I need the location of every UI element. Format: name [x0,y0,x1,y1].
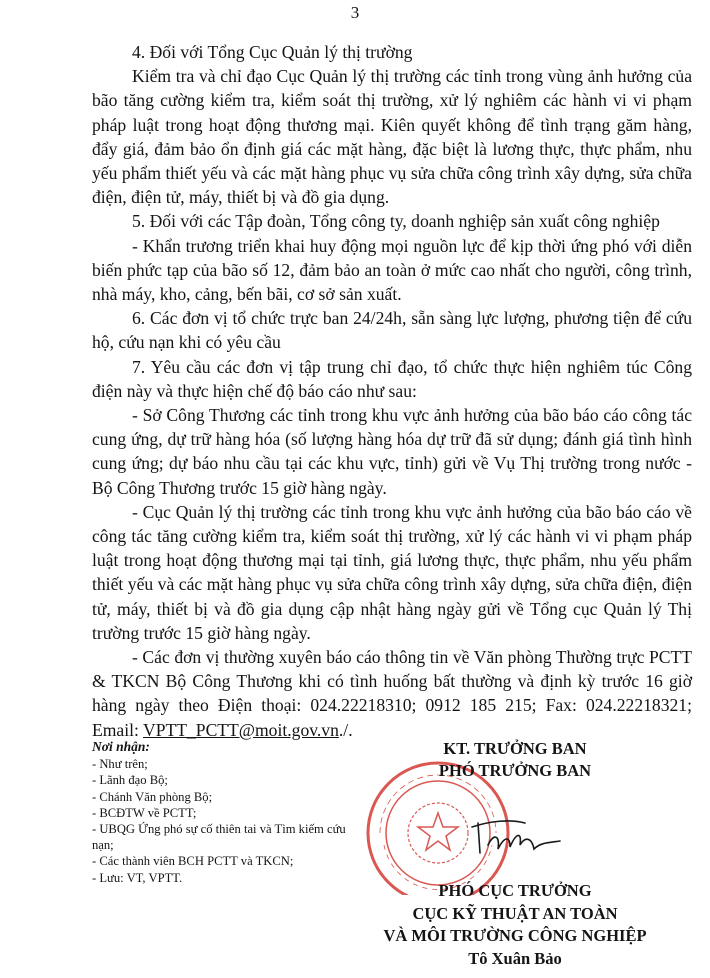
recipient-item: - Như trên; [92,757,148,772]
recipients-list [92,756,347,886]
recipients-title: Nơi nhận: [92,739,150,754]
signer-title-3: VÀ MÔI TRƯỜNG CÔNG NGHIỆP [383,926,647,945]
signature-line-2: PHÓ TRƯỞNG BAN [438,761,592,780]
bullet-3-text: - Các đơn vị thường xuyên báo cáo thông tin về Văn phòng Thường trực PCTT & TKCN Bộ Công Thương khi có tình huống bất thường và định kỳ trước 16 giờ hàng ngày theo Điện thoại: 024.22218310; 0912 185 215; Fax: 024.22218321; Email: [92,647,692,740]
section-5-heading: 5. Đối với các Tập đoàn, Tổng công ty, doanh nghiệp sản xuất công nghiệp [132,211,660,232]
section-4-text: Kiểm tra và chỉ đạo Cục Quản lý thị trường các tỉnh trong vùng ảnh hưởng của bão tăng cường kiểm tra, kiểm soát thị trường, xử lý nghiêm các hành vi vi phạm pháp luật trong hoạt động thương mại. Kiên quyết không để tình trạng găm hàng, đẩy giá, đảm bảo ổn định giá các mặt hàng, đặc biệt là lương thực, thực phẩm, nhu yếu phẩm thiết yếu và các mặt hàng phục vụ sửa chữa công trình xây dựng, sửa chữa điện, điện tử, máy, thiết bị và đồ gia dụng. [92,66,692,208]
signer-title-2: CỤC KỸ THUẬT AN TOÀN [412,903,618,923]
recipient-item: - UBQG Ứng phó sự cố thiên tai và Tìm kiếm cứu nạn; [92,822,346,853]
recipient-item: - BCĐTW về PCTT; [92,805,197,820]
signature-line-1: KT. TRƯỞNG BAN [443,739,587,758]
email-link[interactable]: VPTT_PCTT@moit.gov.vn [143,719,339,740]
section-6-text: 6. Các đơn vị tổ chức trực ban 24/24h, sẵn sàng lực lượng, phương tiện để cứu hộ, cứu nạn khi có yêu cầu [92,308,692,353]
section-5-text: - Khẩn trương triển khai huy động mọi nguồn lực để kịp thời ứng phó với diễn biến phức tạp của bão số 12, đảm bảo an toàn ở mức cao nhất cho người, công trình, nhà máy, kho, cảng, bến bãi, cơ sở sản xuất. [92,235,692,305]
section-4-heading: 4. Đối với Tổng Cục Quản lý thị trường [132,42,413,62]
recipients-block [92,739,347,886]
recipient-item: - Lưu: VT, VPTT. [92,870,183,885]
section-7-text: 7. Yêu cầu các đơn vị tập trung chỉ đạo, tổ chức thực hiện nghiêm túc Công điện này và thực hiện chế độ báo cáo như sau: [92,356,692,401]
handwritten-signature [470,815,565,860]
recipient-item: - Chánh Văn phòng Bộ; [92,789,213,804]
bullet-3-end: ./. [338,719,353,740]
section-7-bullet-3 [92,645,692,742]
recipient-item: - Các thành viên BCH PCTT và TKCN; [92,854,294,869]
recipient-item: - Lãnh đạo Bộ; [92,773,168,788]
signer-name: Tô Xuân Bảo [468,948,562,968]
document-body [92,40,692,742]
section-7-bullet-2: - Cục Quản lý thị trường các tỉnh trong khu vực ảnh hưởng của bão báo cáo về công tác tăng cường kiểm tra, kiểm soát thị trường, xử lý các hành vi vi phạm pháp luật trong hoạt động thương mại tại tỉnh, giá lương thực, thực phẩm, nhu yếu phẩm thiết yếu và các mặt hàng phục vụ sửa chữa công trình xây dựng, sửa chữa điện, điện tử, máy, thiết bị và đồ gia dụng cập nhật hàng ngày gửi về Tổng cục Quản lý Thị trường trước 15 giờ hàng ngày. [92,501,692,643]
signer-title-1: PHÓ CỤC TRƯỞNG [438,881,592,900]
page-number: 3 [350,3,360,22]
section-7-bullet-1: - Sở Công Thương các tỉnh trong khu vực ảnh hưởng của bão báo cáo công tác cung ứng, dự trữ hàng hóa (số lượng hàng hóa dự trữ đã sử dụng; đánh giá tình hình cung ứng; dự báo nhu cầu tại các khu vực, tỉnh) gửi về Vụ Thị trường trong nước - Bộ Công Thương trước 15 giờ hàng ngày. [92,405,692,498]
